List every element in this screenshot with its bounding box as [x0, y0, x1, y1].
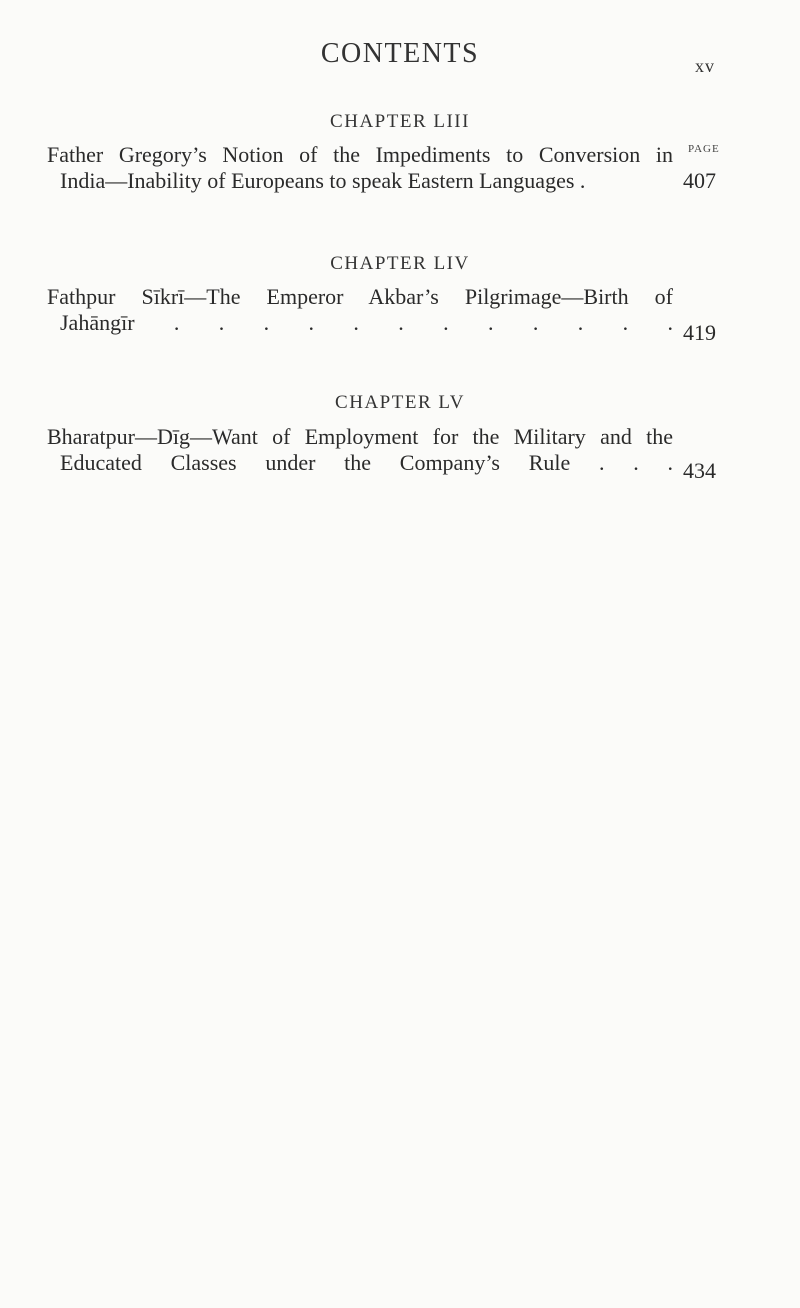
toc-entry-line: Bharatpur—Dīg—Want of Employment for the Military and the	[47, 424, 673, 449]
chapter-heading-liii: CHAPTER LIII	[330, 111, 470, 132]
toc-entry-liii[interactable]	[47, 142, 673, 194]
toc-entry-lv[interactable]	[47, 424, 673, 476]
page-number: xv	[695, 56, 715, 76]
toc-entry-page-liii[interactable]: 407	[683, 168, 716, 193]
chapter-heading-liv: CHAPTER LIV	[330, 253, 470, 274]
running-head: CONTENTS	[320, 38, 480, 69]
page-column-label: PAGE	[688, 143, 720, 155]
toc-entry-line: Father Gregory’s Notion of the Impediments to Conversion in	[47, 142, 673, 167]
toc-entry-page-lv[interactable]: 434	[683, 458, 716, 483]
toc-entry-line: India—Inability of Europeans to speak Eastern Languages .	[60, 168, 586, 193]
toc-entry-line: Educated Classes under the Company’s Rule . . .	[60, 450, 673, 475]
toc-entry-page-liv[interactable]: 419	[683, 320, 716, 345]
toc-entry-liv[interactable]	[47, 284, 673, 336]
toc-entry-line: Jahāngīr . . . . . . . . . . . .	[60, 310, 673, 335]
toc-entry-line: Fathpur Sīkrī—The Emperor Akbar’s Pilgrimage—Birth of	[47, 284, 673, 309]
chapter-heading-lv: CHAPTER LV	[335, 392, 465, 413]
